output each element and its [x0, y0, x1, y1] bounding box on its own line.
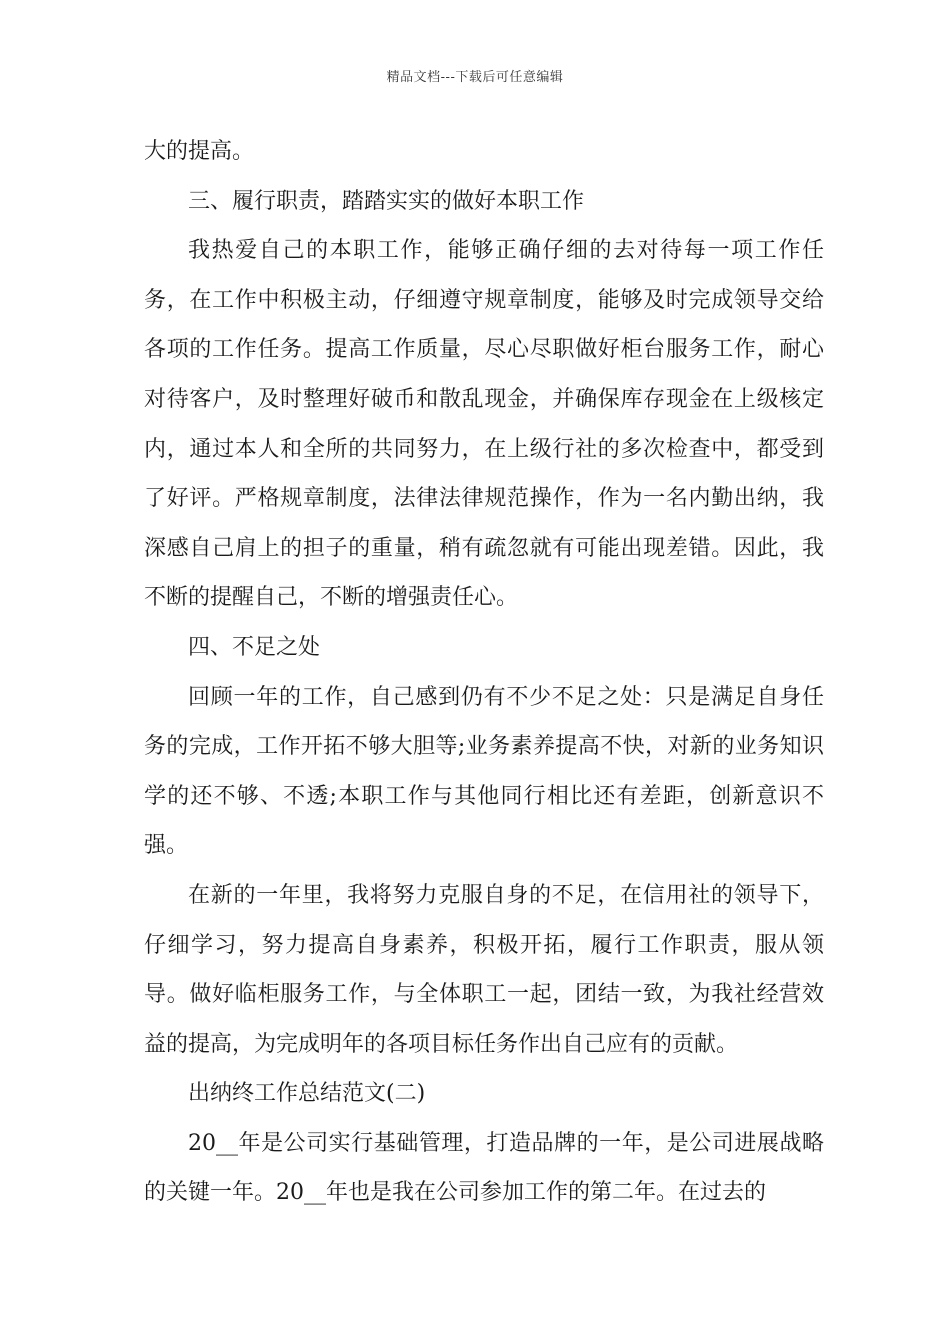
paragraph-intro-2: 20__年是公司实行基础管理，打造品牌的一年，是公司进展战略的关键一年。20__年也是我在公司参加工作的第二年。在过去的 [144, 1130, 824, 1206]
section-heading-3: 三、履行职责，踏踏实实的做好本职工作 [188, 188, 585, 214]
paragraph-new-year: 在新的一年里，我将努力克服自身的不足，在信用社的领导下，仔细学习，努力提高自身素养，积极开拓，履行工作职责，服从领导。做好临柜服务工作，与全体职工一起，团结一致，为我社经营效益的提高，为完成明年的各项目标任务作出自己应有的贡献。 [144, 882, 824, 1057]
paragraph-continuation: 大的提高。 [144, 139, 255, 164]
document-body [144, 127, 824, 1218]
page-header: 精品文档---下载后可任意编辑 [386, 70, 564, 85]
paragraph-shortcomings: 回顾一年的工作，自己感到仍有不少不足之处：只是满足自身任务的完成，工作开拓不够大胆等;业务素养提高不快，对新的业务知识学的还不够、不透;本职工作与其他同行相比还有差距，创新意识不强。 [144, 684, 824, 859]
paragraph-duties: 我热爱自己的本职工作，能够正确仔细的去对待每一项工作任务，在工作中积极主动，仔细遵守规章制度，能够及时完成领导交给各项的工作任务。提高工作质量，尽心尽职做好柜台服务工作，耐心对待客户，及时整理好破币和散乱现金，并确保库存现金在上级核定内，通过本人和全所的共同努力，在上级行社的多次检查中，都受到了好评。严格规章制度，法律法律规范操作，作为一名内勤出纳，我深感自己肩上的担子的重量，稍有疏忽就有可能出现差错。因此，我不断的提醒自己，不断的增强责任心。 [144, 238, 824, 611]
section-heading-4: 四、不足之处 [188, 634, 321, 660]
article-title-2: 出纳终工作总结范文(二) [188, 1081, 426, 1107]
